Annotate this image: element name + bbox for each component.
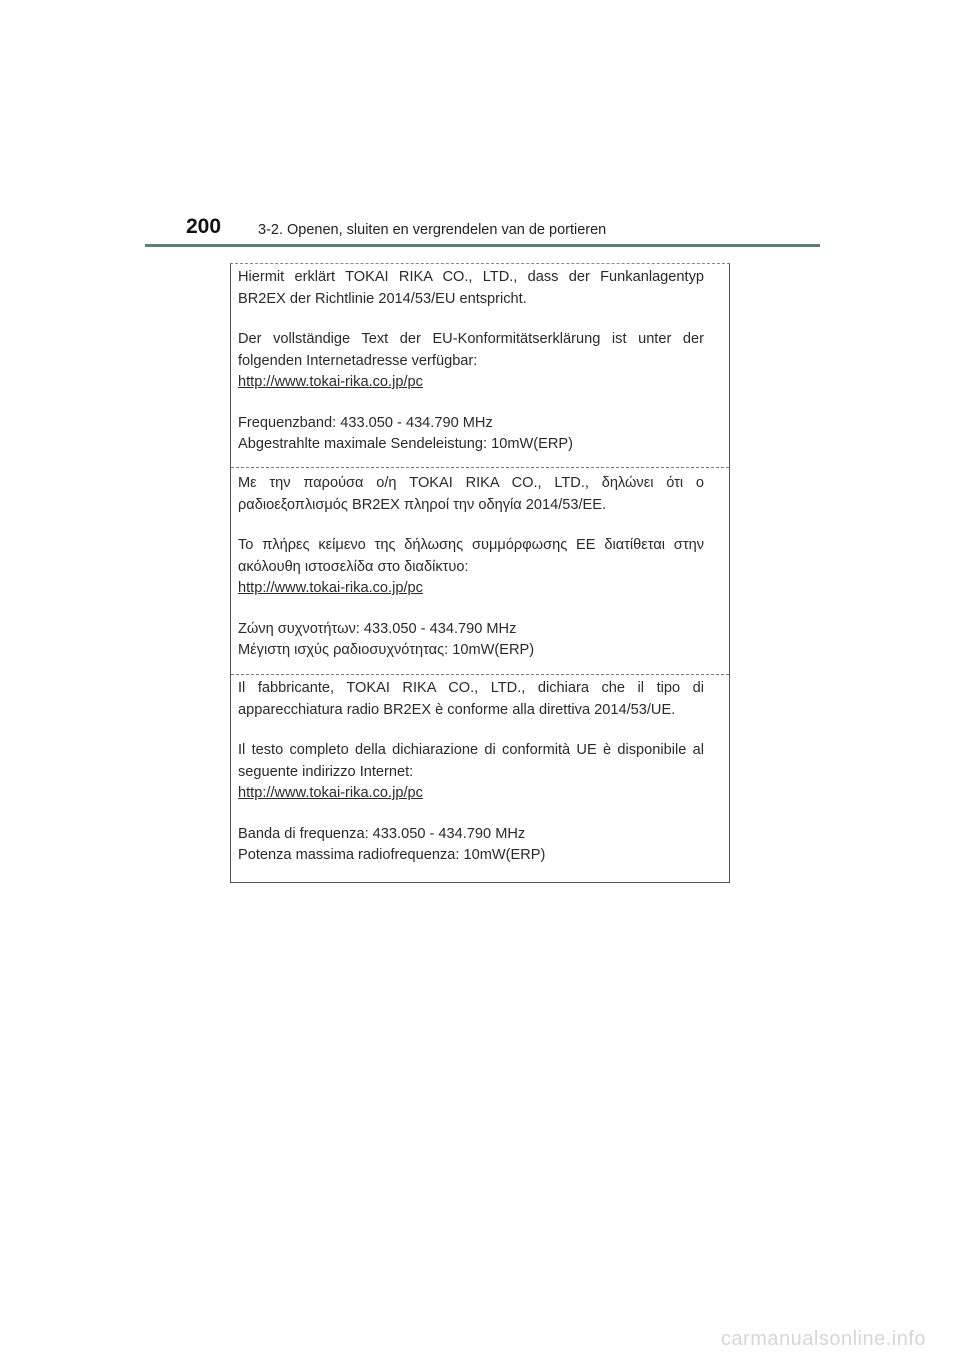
frequency-text: Ζώνη συχνοτήτων: 433.050 - 434.790 MHz <box>238 620 517 637</box>
availability-text: Το πλήρες κείμενο της δήλωσης συμμόρφωσης ΕΕ διατίθεται στην ακόλουθη ιστοσελίδα στο διαδίκτυο: <box>238 537 704 575</box>
conformity-box <box>230 263 730 883</box>
frequency-text: Frequenzband: 433.050 - 434.790 MHz <box>238 414 493 431</box>
section-italian <box>238 678 704 867</box>
availability-text: Der vollständige Text der EU-Konformitätserklärung ist unter der folgenden Internetadresse verfügbar: <box>238 331 704 369</box>
declaration-text: Με την παρούσα ο/η TOKAI RIKA CO., LTD., δηλώνει ότι ο ραδιοεξοπλισμός BR2EX πληροί την οδηγία 2014/53/ΕΕ. <box>238 475 704 513</box>
frequency-text: Banda di frequenza: 433.050 - 434.790 MHz <box>238 825 526 842</box>
watermark-logo: carmanualsonline.info <box>720 1328 926 1350</box>
conformity-link[interactable]: http://www.tokai-rika.co.jp/pc <box>238 580 423 596</box>
section-german <box>238 267 704 456</box>
section-divider <box>231 674 729 675</box>
declaration-text: Hiermit erklärt TOKAI RIKA CO., LTD., dass der Funkanlagentyp BR2EX der Richtlinie 2014/53/EU entspricht. <box>238 269 704 307</box>
page-header <box>145 216 820 246</box>
page-number: 200 <box>186 215 222 238</box>
conformity-link[interactable]: http://www.tokai-rika.co.jp/pc <box>238 374 423 390</box>
declaration-text: Il fabbricante, TOKAI RIKA CO., LTD., dichiara che il tipo di apparecchiatura radio BR2EX è conforme alla direttiva 2014/53/UE. <box>238 680 704 718</box>
header-rule <box>145 244 820 247</box>
availability-text: Il testo completo della dichiarazione di conformità UE è disponibile al seguente indirizzo Internet: <box>238 742 704 780</box>
section-divider <box>231 467 729 468</box>
power-text: Μέγιστη ισχύς ραδιοσυχνότητας: 10mW(ERP) <box>238 642 535 658</box>
power-text: Abgestrahlte maximale Sendeleistung: 10mW(ERP) <box>238 436 573 452</box>
power-text: Potenza massima radiofrequenza: 10mW(ERP) <box>238 847 546 863</box>
conformity-link[interactable]: http://www.tokai-rika.co.jp/pc <box>238 785 423 801</box>
section-title: 3-2. Openen, sluiten en vergrendelen van de portieren <box>258 222 607 238</box>
section-greek <box>238 473 704 662</box>
